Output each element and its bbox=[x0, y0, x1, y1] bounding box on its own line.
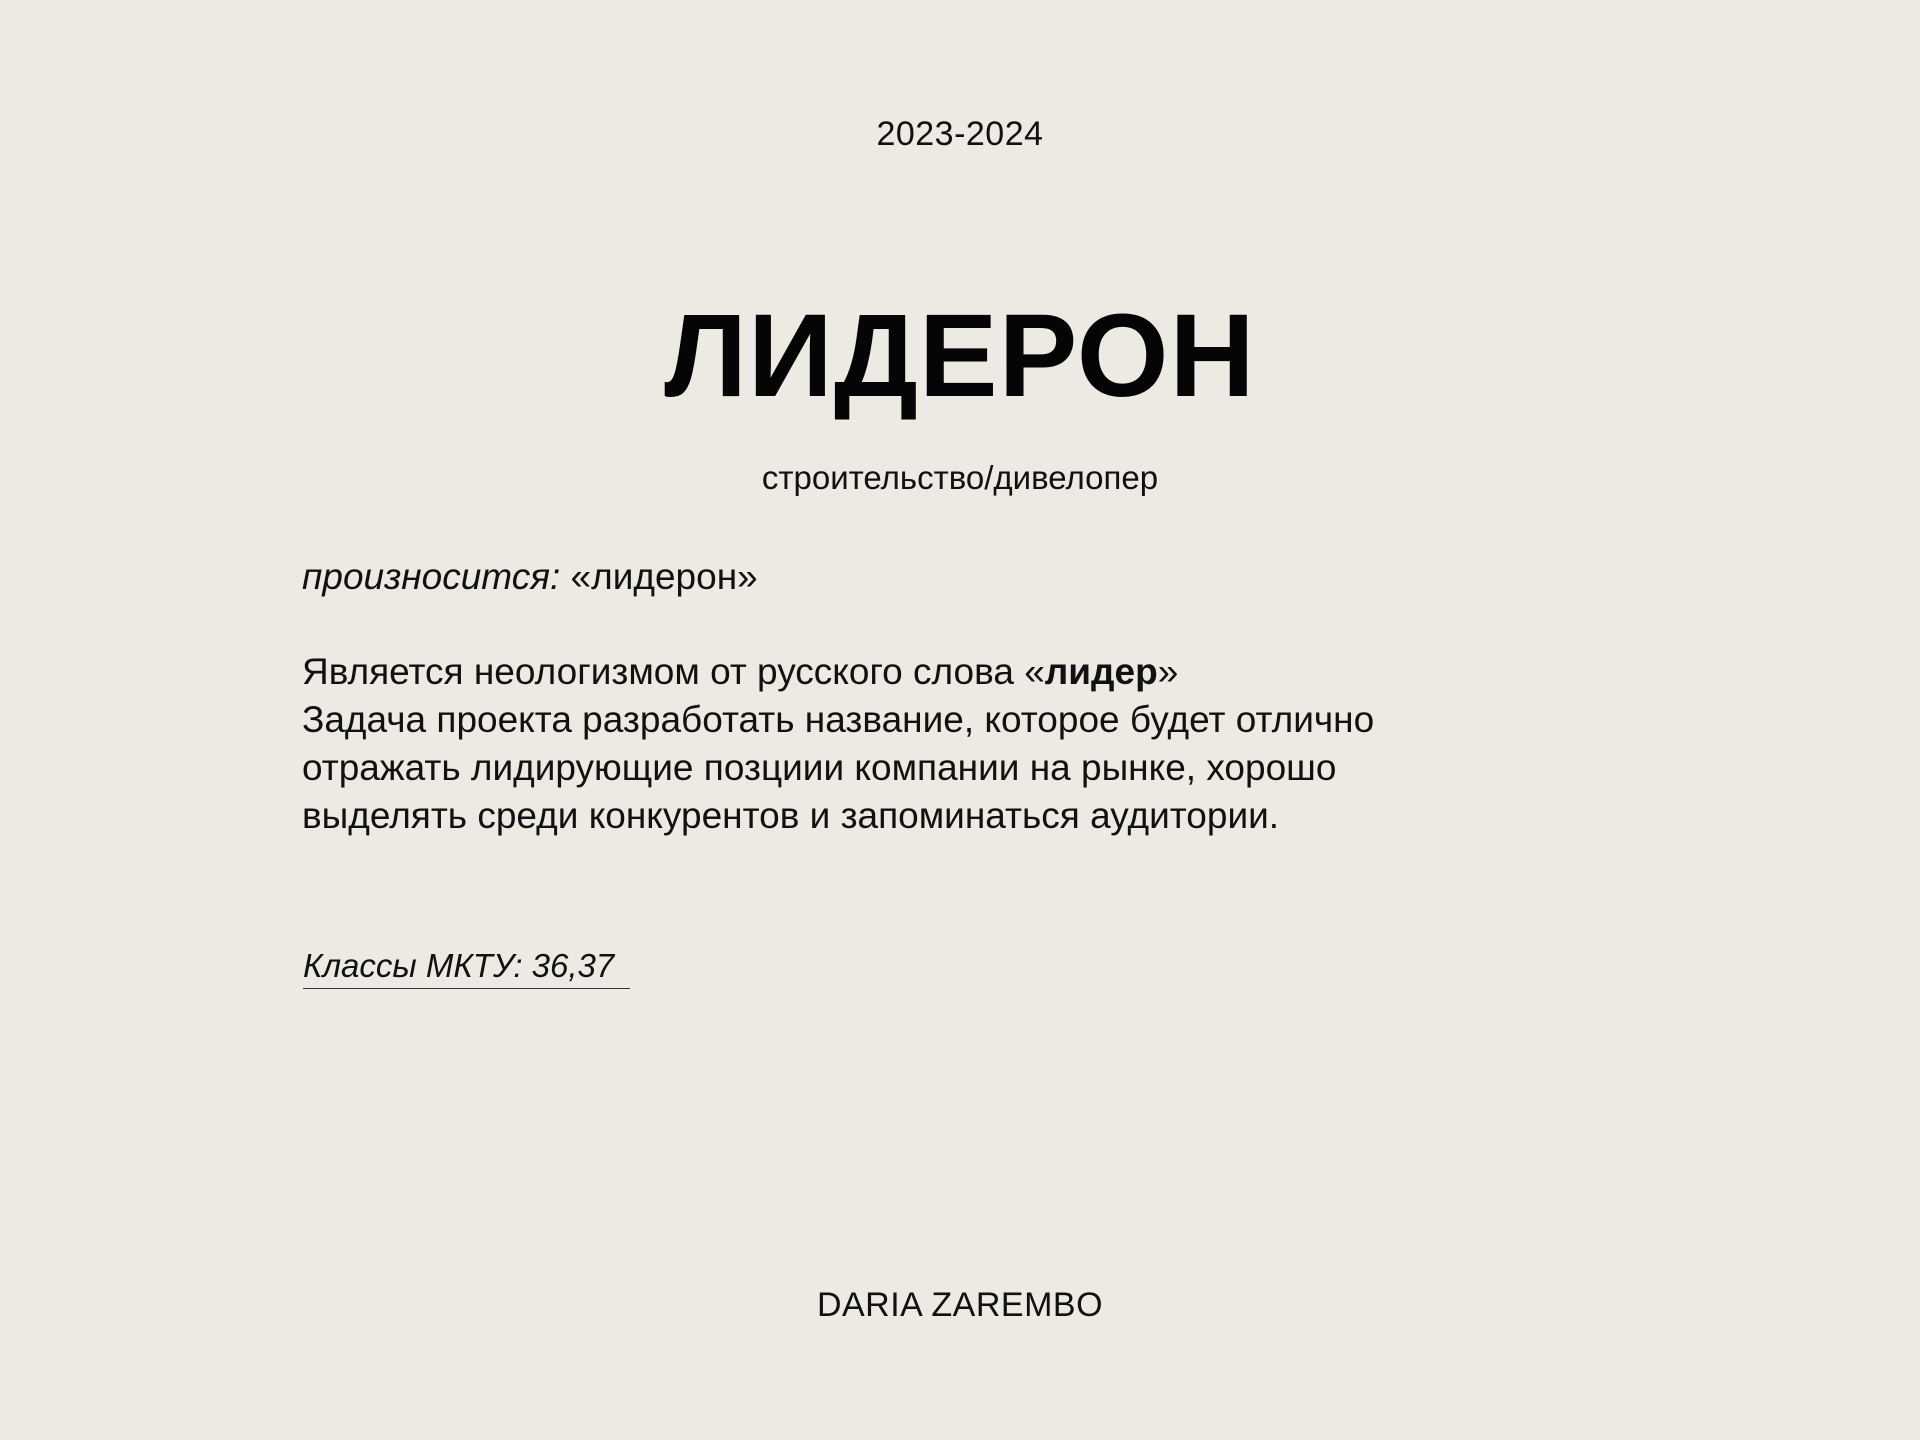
brand-name: ЛИДЕРОН bbox=[664, 290, 1256, 422]
years-label: 2023-2024 bbox=[876, 115, 1044, 153]
pronunciation bbox=[302, 553, 758, 601]
mktu-classes: Классы МКТУ: 36,37 bbox=[303, 944, 630, 989]
description-line-3: отражать лидирующие позциии компании на рынке, хорошо bbox=[302, 747, 1337, 788]
description bbox=[302, 648, 1602, 840]
description-line-1-suffix: » bbox=[1157, 651, 1179, 692]
description-keyword: лидер bbox=[1044, 651, 1158, 692]
description-line-1-prefix: Является неологизмом от русского слова « bbox=[302, 651, 1045, 692]
description-line-1 bbox=[302, 648, 1602, 696]
description-line-2: Задача проекта разработать название, которое будет отлично bbox=[302, 699, 1375, 740]
description-line-4: выделять среди конкурентов и запоминаться аудитории. bbox=[302, 795, 1280, 836]
author-name: DARIA ZAREMBO bbox=[816, 1286, 1104, 1324]
industry-label: строительство/дивелопер bbox=[761, 459, 1159, 496]
pronunciation-value: «лидерон» bbox=[570, 556, 758, 597]
pronunciation-label: произносится: bbox=[302, 556, 561, 597]
